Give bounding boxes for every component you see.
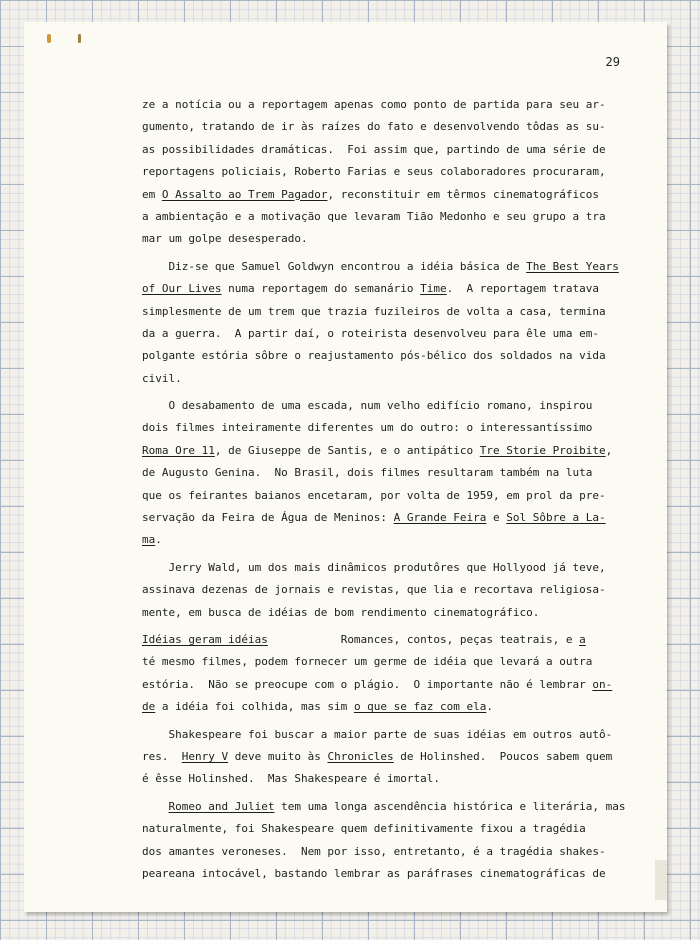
text-segment: , reconstituir em têrmos cinematográficos (327, 187, 599, 201)
text-segment: de Holinshed. Poucos sabem quem (393, 749, 613, 763)
text-segment: dois filmes inteiramente diferentes um do outro: o interessantíssimo (142, 421, 593, 435)
body-text (142, 94, 626, 885)
text-segment: simplesmente de um trem que trazia fuzileiros de volta a casa, termina (142, 304, 606, 318)
text-segment: res. (142, 749, 182, 763)
text-segment: ze a notícia ou a reportagem apenas como ponto de partida para seu ar- (142, 98, 606, 111)
text-line (142, 674, 622, 696)
text-line (142, 629, 622, 651)
underlined-title: de (142, 700, 156, 714)
text-line (142, 116, 622, 138)
text-segment: servação da Feira de Água de Meninos: (142, 511, 394, 525)
text-line (142, 796, 626, 818)
staple-mark-right (78, 34, 81, 43)
underlined-title: Chronicles (327, 749, 394, 763)
text-line (142, 161, 622, 183)
text-segment: , de Giuseppe de Santis, e o antipático (214, 443, 480, 457)
text-segment: mar um golpe desesperado. (142, 232, 308, 246)
underlined-title: Tre Storie Proibite (479, 443, 606, 457)
text-line (142, 323, 622, 345)
text-line (142, 228, 622, 250)
text-segment: mente, em busca de idéias de bom rendimento cinematográfico. (142, 605, 540, 619)
text-segment: deve muito às (228, 749, 328, 763)
underlined-title: on- (592, 677, 613, 691)
underlined-title: O Assalto ao Trem Pagador (161, 187, 328, 201)
underlined-title: a (579, 632, 586, 646)
text-segment: e (486, 511, 507, 525)
text-segment: gumento, tratando de ir às raízes do fato e desenvolvendo tôdas as su- (142, 120, 606, 134)
text-line (142, 651, 622, 673)
text-line (142, 841, 622, 863)
text-line (142, 206, 622, 228)
underlined-title: The Best Years (526, 259, 619, 273)
text-line (142, 139, 622, 161)
text-segment: civil. (142, 371, 182, 385)
text-line (142, 94, 622, 116)
text-line (142, 301, 622, 323)
text-segment: Shakespeare foi buscar a maior parte de suas idéias em outros autô- (142, 727, 613, 741)
text-segment: a ambientação e a motivação que levaram Tião Medonho e seu grupo a tra (142, 209, 606, 223)
text-segment: estória. Não se preocupe com o plágio. O importante não é lembrar (142, 677, 593, 691)
underlined-title: Sol Sôbre a La- (506, 511, 606, 525)
text-segment: Diz-se que Samuel Goldwyn encontrou a idéia básica de (142, 259, 527, 273)
text-segment: . (486, 700, 494, 714)
page-edge (655, 860, 667, 900)
underlined-title: Idéias geram idéias (142, 632, 268, 646)
page-number: 29 (605, 55, 620, 69)
text-line (142, 278, 622, 300)
text-line (142, 579, 622, 601)
text-line (142, 256, 622, 278)
underlined-title: of Our Lives (142, 282, 222, 296)
text-segment: Romances, contos, peças teatrais, e (267, 632, 580, 646)
underlined-title: Time (420, 282, 447, 296)
text-line (142, 863, 622, 885)
underlined-title: Roma Ore 11 (142, 443, 215, 457)
text-line (142, 417, 622, 439)
text-line (142, 485, 622, 507)
text-segment: tem uma longa ascendência histórica e literária, mas (274, 799, 626, 813)
text-line (142, 724, 622, 746)
underlined-title: ma (142, 533, 156, 547)
text-segment: . A reportagem tratava (446, 282, 599, 296)
text-line (142, 746, 622, 768)
text-line (142, 696, 622, 718)
text-line (142, 184, 622, 206)
text-segment: em (142, 187, 162, 201)
text-segment: reportagens policiais, Roberto Farias e seus colaboradores procuraram, (142, 165, 606, 179)
text-line (142, 395, 622, 417)
text-segment: as possibilidades dramáticas. Foi assim que, partindo de uma série de (142, 142, 606, 156)
text-segment: a idéia foi colhida, mas sim (155, 700, 354, 714)
text-segment (142, 800, 169, 813)
staple-mark-left (47, 34, 51, 43)
text-line (142, 818, 622, 840)
text-line (142, 440, 622, 462)
text-segment: . (155, 533, 162, 547)
text-line (142, 602, 622, 624)
text-segment: assinava dezenas de jornais e revistas, que lia e recortava religiosa- (142, 583, 606, 597)
text-line (142, 462, 622, 484)
text-line (142, 507, 622, 529)
text-segment: da a guerra. A partir daí, o roteirista desenvolveu para êle uma em- (142, 326, 599, 340)
text-segment: de Augusto Genina. No Brasil, dois filmes resultaram também na luta (142, 466, 593, 480)
text-line (142, 529, 622, 551)
text-line (142, 557, 622, 579)
underlined-title: o que se faz com ela (353, 700, 487, 714)
text-segment: naturalmente, foi Shakespeare quem definitivamente fixou a tragédia (142, 822, 586, 836)
text-line (142, 768, 622, 790)
text-segment: polgante estória sôbre o reajustamento pós-bélico dos soldados na vida (142, 349, 606, 363)
text-segment: dos amantes veroneses. Nem por isso, entretanto, é a tragédia shakes- (142, 844, 606, 858)
text-segment: numa reportagem do semanário (221, 282, 421, 296)
text-line (142, 345, 622, 367)
text-segment: Jerry Wald, um dos mais dinâmicos produtôres que Hollyood já teve, (142, 560, 606, 574)
underlined-title: Romeo and Juliet (168, 799, 275, 813)
text-segment: té mesmo filmes, podem fornecer um germe de idéia que levará a outra (142, 655, 593, 669)
underlined-title: A Grande Feira (393, 511, 487, 525)
text-segment: peareana intocável, bastando lembrar as paráfrases cinematográficas de (142, 866, 606, 880)
text-segment: O desabamento de uma escada, num velho edifício romano, inspirou (142, 399, 593, 413)
text-segment: que os feirantes baianos encetaram, por volta de 1959, em prol da pre- (142, 488, 606, 502)
text-line (142, 368, 622, 390)
text-segment: , (605, 443, 613, 457)
text-segment: é êsse Holinshed. Mas Shakespeare é imortal. (142, 772, 441, 786)
underlined-title: Henry V (181, 749, 229, 763)
